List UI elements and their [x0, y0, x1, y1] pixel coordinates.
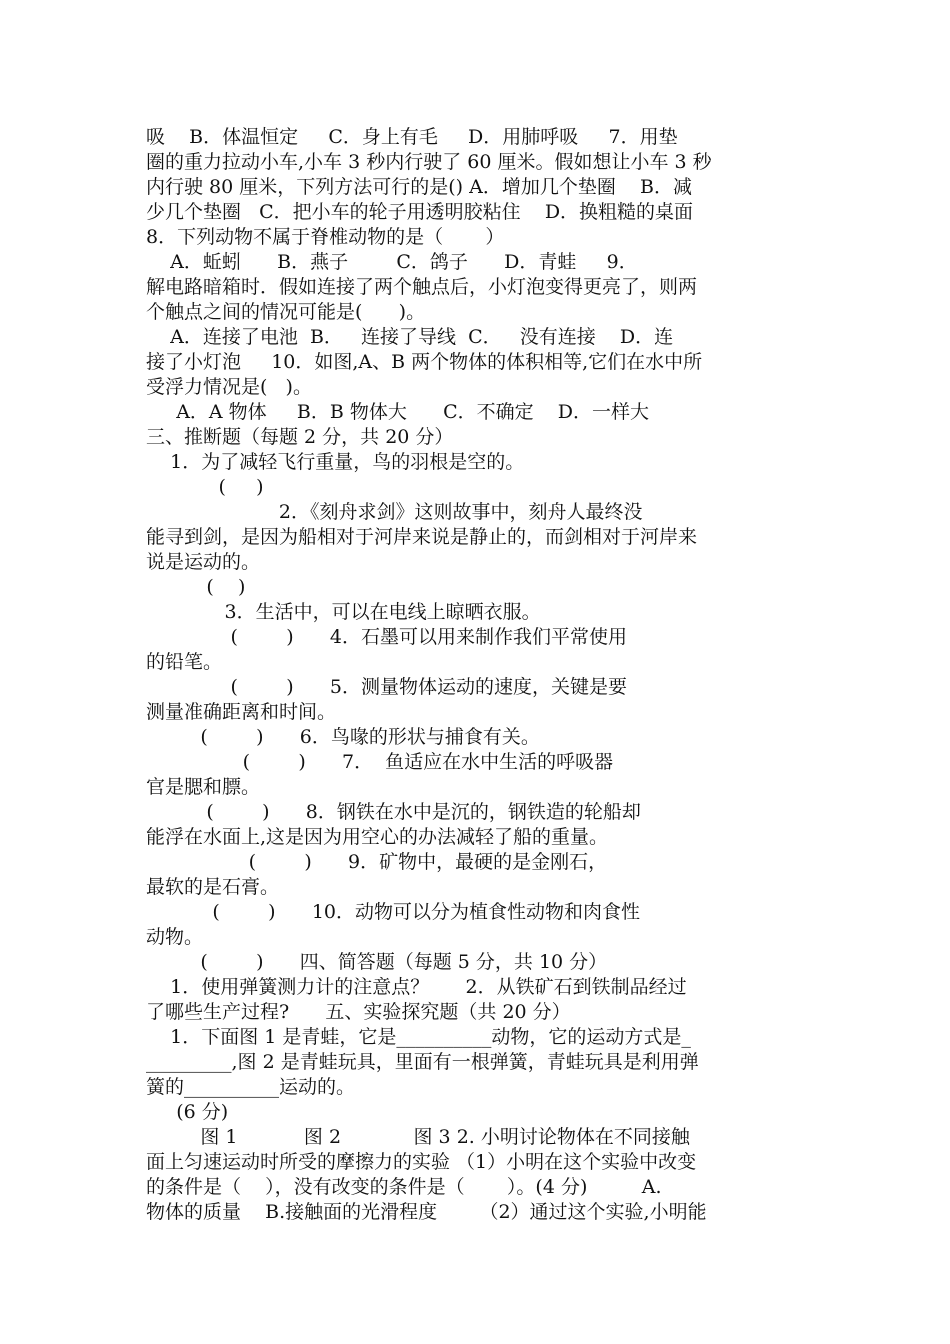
text-line: 物体的质量 B.接触面的光滑程度 （2）通过这个实验,小明能: [146, 1201, 707, 1223]
text-line: 2．《刻舟求剑》这则故事中，刻舟人最终没: [146, 501, 643, 523]
text-line: 测量准确距离和时间。: [146, 701, 337, 723]
text-line: 官是腮和膘。: [146, 776, 261, 798]
text-line: 最软的是石膏。: [146, 876, 280, 898]
answer-blank: ( ): [146, 576, 246, 598]
text-line: 受浮力情况是( )。: [146, 376, 312, 398]
text-line: 了哪些生产过程? 五、实验探究题（共 20 分）: [146, 1001, 571, 1023]
text-line: ( ) 5．测量物体运动的速度，关键是要: [146, 676, 628, 698]
text-line: 1．为了减轻飞行重量，鸟的羽根是空的。: [146, 451, 525, 473]
text-line: ( ) 四、简答题（每题 5 分，共 10 分）: [146, 951, 608, 973]
text-line: 吸 B．体温恒定 C．身上有毛 D．用肺呼吸 7．用垫: [146, 126, 678, 148]
text-line: 个触点之间的情况可能是( )。: [146, 301, 426, 323]
text-line: 解电路暗箱时．假如连接了两个触点后，小灯泡变得更亮了，则两: [146, 276, 698, 298]
text-line: 的铅笔。: [146, 651, 223, 673]
text-line: 接了小灯泡 10．如图,A、B 两个物体的体积相等,它们在水中所: [146, 351, 703, 373]
text-line: A．连接了电池 B． 连接了导线 C． 没有连接 D．连: [146, 326, 674, 348]
text-line: 说是运动的。: [146, 551, 261, 573]
text-line: ( ) 9．矿物中，最硬的是金刚石，: [146, 851, 608, 873]
text-line: ( ) 6．鸟喙的形状与捕食有关。: [146, 726, 540, 748]
text-line: 1．使用弹簧测力计的注意点？ 2．从铁矿石到铁制品经过: [146, 976, 687, 998]
text-line: 能寻到剑，是因为船相对于河岸来说是静止的，而剑相对于河岸来: [146, 526, 698, 548]
text-line: 簧的__________运动的。: [146, 1076, 356, 1098]
text-line: 的条件是（ ），没有改变的条件是（ ）。(4 分) A.: [146, 1176, 662, 1198]
text-line: 动物。: [146, 926, 204, 948]
text-line: ( ) 10．动物可以分为植食性动物和肉食性: [146, 901, 640, 923]
text-line: 8．下列动物不属于脊椎动物的是（ ）: [146, 226, 505, 248]
text-line: ( ) 8．钢铁在水中是沉的，钢铁造的轮船却: [146, 801, 641, 823]
text-line: _________,图 2 是青蛙玩具，里面有一根弹簧，青蛙玩具是利用弹: [146, 1051, 699, 1073]
text-line: ( ) 7． 鱼适应在水中生活的呼吸器: [146, 751, 614, 773]
figure-captions: 图 1 图 2 图 3 2. 小明讨论物体在不同接触: [146, 1126, 690, 1148]
text-line: A．蚯蚓 B．燕子 C．鸽子 D．青蛙 9．: [146, 251, 638, 273]
section-heading: 三、推断题（每题 2 分，共 20 分）: [146, 426, 454, 448]
text-line: ( ) 4．石墨可以用来制作我们平常使用: [146, 626, 628, 648]
text-line: 内行驶 80 厘米，下列方法可行的是() A．增加几个垫圈 B．减: [146, 176, 692, 198]
text-line: (6 分): [146, 1101, 229, 1123]
text-line: 3．生活中，可以在电线上晾晒衣服。: [146, 601, 541, 623]
text-line: 1．下面图 1 是青蛙，它是__________动物，它的运动方式是_: [146, 1026, 691, 1048]
text-line: 圈的重力拉动小车,小车 3 秒内行驶了 60 厘米。假如想让小车 3 秒: [146, 151, 712, 173]
text-line: 能浮在水面上,这是因为用空心的办法减轻了船的重量。: [146, 826, 609, 848]
text-line: 少几个垫圈 C．把小车的轮子用透明胶粘住 D．换粗糙的桌面: [146, 201, 694, 223]
answer-blank: ( ): [146, 476, 264, 498]
text-line: 面上匀速运动时所受的摩擦力的实验 （1）小明在这个实验中改变: [146, 1151, 697, 1173]
text-line: A．A 物体 B．B 物体大 C．不确定 D．一样大: [146, 401, 650, 423]
